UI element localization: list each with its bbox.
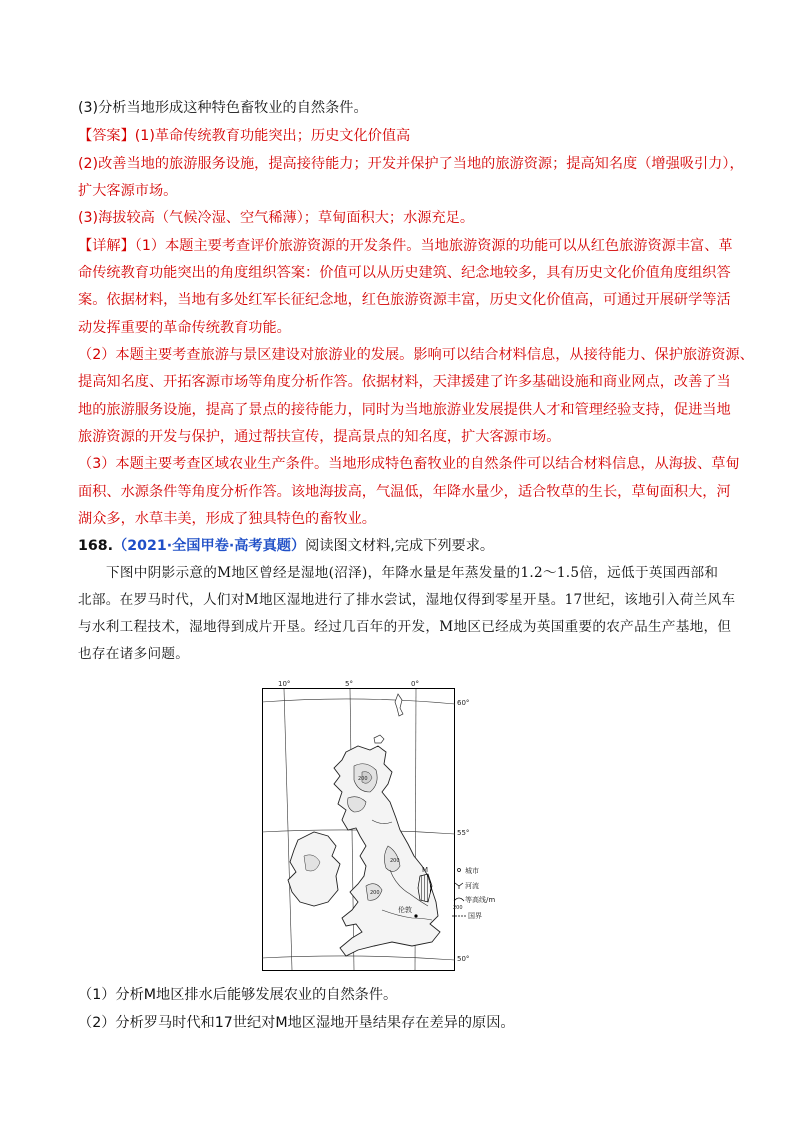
- legend-city-label: 城市: [465, 867, 479, 875]
- answer-1: (1)革命传统教育功能突出；历史文化价值高: [134, 128, 411, 144]
- lat-label-50: 50°: [457, 955, 470, 963]
- detail-p2-line-2: 提高知名度、开拓客源市场等角度分析作答。依据材料，天津援建了许多基础设施和商业网点，改善了当: [78, 374, 731, 390]
- detail-p1-line-3: 案。依据材料，当地有多处红军长征纪念地，红色旅游资源丰富，历史文化价值高，可通过开展研学等活: [78, 292, 731, 308]
- contour-value-1: 200: [358, 776, 368, 782]
- detail-p2-line-1: （2）本题主要考查旅游与景区建设对旅游业的发展。影响可以结合材料信息，从接待能力、保护旅游资源、: [78, 347, 754, 363]
- lat-label-55: 55°: [457, 829, 470, 837]
- lat-label-60: 60°: [457, 699, 470, 707]
- material-line-1: 下图中阴影示意的M地区曾经是湿地(沼泽)，年降水量是年蒸发量的1.2～1.5倍，远低于英国西部和: [106, 565, 719, 581]
- contour-value-2: 200: [390, 858, 400, 864]
- answer-2-line-2: 扩大客源市场。: [78, 183, 178, 199]
- detail-p3-line-2: 面积、水源条件等角度分析作答。该地海拔高，气温低，年降水量少，适合牧草的生长，草甸面积大，河: [78, 484, 731, 500]
- legend-river-icon: [455, 883, 463, 889]
- material-line-4: 也存在诸多问题。: [78, 646, 190, 662]
- detail-p1-text-1: （1）本题主要考查评价旅游资源的开发条件。当地旅游资源的功能可以从红色旅游资源丰富、革: [134, 238, 733, 254]
- answer-2-line-1: (2)改善当地的旅游服务设施，提高接待能力；开发并保护了当地的旅游资源；提高知名度（增强吸引力），: [78, 156, 744, 172]
- detail-p3-line-3: 湖众多，水草丰美，形成了独具特色的畜牧业。: [78, 511, 376, 527]
- detail-p2-line-4: 旅游资源的开发与保护，通过帮扶宣传，提高景点的知名度，扩大客源市场。: [78, 429, 561, 445]
- question-source: （2021·全国甲卷·高考真题）: [113, 538, 306, 554]
- prev-question-3: (3)分析当地形成这种特色畜牧业的自然条件。: [78, 100, 368, 116]
- detail-p1-line-4: 动发挥重要的革命传统教育功能。: [78, 320, 291, 336]
- legend-contour-label: 等高线/m: [465, 896, 496, 904]
- sub-question-2: （2）分析罗马时代和17世纪对M地区湿地开垦结果存在差异的原因。: [78, 1015, 515, 1031]
- london-label: 伦敦: [398, 906, 412, 914]
- legend-contour-icon: [454, 898, 464, 901]
- question-number: 168.: [78, 538, 114, 554]
- legend-river-label: 河流: [465, 882, 479, 890]
- detail-p1-line-2: 命传统教育功能突出的角度组织答案：价值可以从历史建筑、纪念地较多，具有历史文化价值角度组织答: [78, 265, 731, 281]
- contour-value-3: 200: [370, 890, 380, 896]
- detail-p3-line-1: （3）本题主要考查区域农业生产条件。当地形成特色畜牧业的自然条件可以结合材料信息，从海拔、草甸: [78, 456, 740, 472]
- london-city-dot: [414, 914, 417, 917]
- material-line-3: 与水利工程技术，湿地得到成片开垦。经过几百年的开发，M地区已经成为英国重要的农产品生产基地，但: [78, 619, 732, 635]
- legend-city-icon: [458, 869, 461, 872]
- lon-label-10: 10°: [278, 680, 291, 688]
- legend-contour-value: 200: [453, 905, 463, 911]
- lon-label-5: 5°: [345, 680, 353, 688]
- map-legend: [452, 866, 495, 920]
- detail-p2-line-3: 地的旅游服务设施，提高了景点的接待能力，同时为当地旅游业发展提供人才和管理经验支持，促进当地: [78, 402, 731, 418]
- answer-3: (3)海拔较高（气候冷湿、空气稀薄）；草甸面积大；水源充足。: [78, 210, 475, 226]
- sub-question-1: （1）分析M地区排水后能够发展农业的自然条件。: [78, 987, 398, 1003]
- legend-border-label: 国界: [468, 912, 482, 920]
- question-168-header: [78, 536, 494, 556]
- detail-label: 【详解】: [78, 238, 135, 254]
- detail-p1-line-1: [78, 236, 733, 256]
- question-instruction: 阅读图文材料,完成下列要求。: [305, 538, 495, 554]
- uk-map-figure: [262, 680, 496, 972]
- material-line-2: 北部。在罗马时代，人们对M地区湿地进行了排水尝试，湿地仅得到零星开垦。17世纪，该地引入荷兰风车: [78, 592, 736, 608]
- lon-label-0: 0°: [411, 680, 419, 688]
- answer-label: 【答案】: [78, 128, 135, 144]
- answer-line-1: [78, 126, 410, 146]
- m-region-label: M: [422, 866, 429, 874]
